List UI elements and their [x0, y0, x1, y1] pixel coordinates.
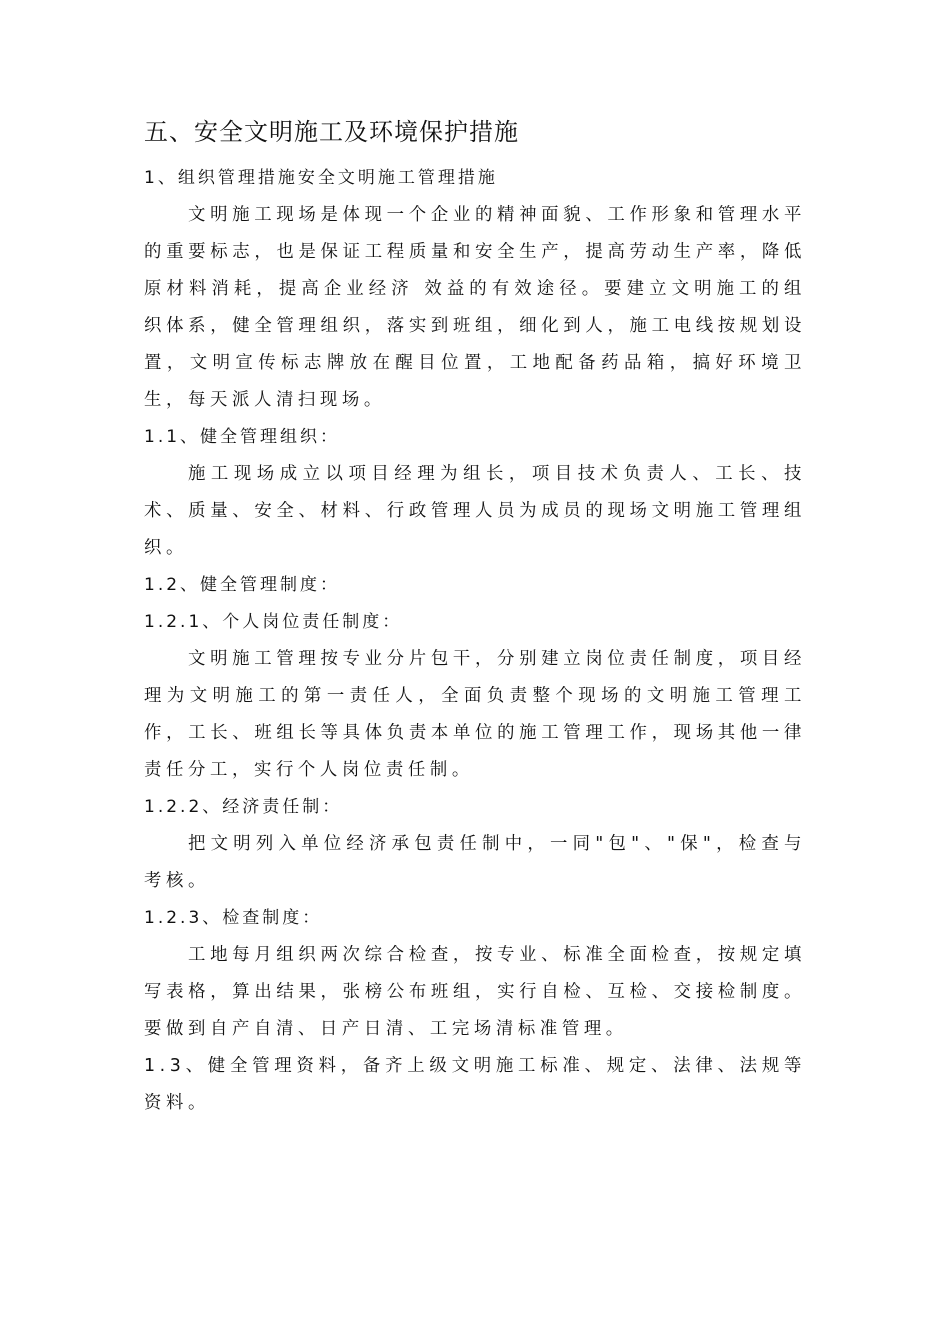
section-1-2-3-paragraph: 工地每月组织两次综合检查，按专业、标准全面检查，按规定填写表格，算出结果，张榜公布班组，实行自检、互检、交接检制度。要做到自产自清、日产日清、工完场清标准管理。 — [144, 945, 806, 1039]
section-1-2-1-heading: 1.2.1、个人岗位责任制度： — [144, 612, 403, 632]
section-1-heading: 1、组织管理措施安全文明施工管理措施 — [144, 168, 498, 188]
section-1-paragraph: 文明施工现场是体现一个企业的精神面貌、工作形象和管理水平的重要标志，也是保证工程质量和安全生产，提高劳动生产率，降低原材料消耗，提高企业经济 效益的有效途径。要建立文明施工的组织体系，健全管理组织，落实到班组，细化到人，施工电线按规划设置，文明宣传标志牌放在醒目位置，工地配备药品箱，搞好环境卫生，每天派人清扫现场。 — [144, 205, 806, 410]
section-1-1-heading: 1.1、健全管理组织： — [144, 427, 341, 447]
document-page — [144, 110, 806, 1122]
section-1-1-paragraph: 施工现场成立以项目经理为组长，项目技术负责人、工长、技术、质量、安全、材料、行政管理人员为成员的现场文明施工管理组织。 — [144, 464, 806, 558]
section-1-2-2-heading: 1.2.2、经济责任制： — [144, 797, 343, 817]
document-title: 五、安全文明施工及环境保护措施 — [144, 118, 519, 146]
section-1-3-text: 1.3、健全管理资料，备齐上级文明施工标准、规定、法律、法规等资料。 — [144, 1056, 806, 1113]
section-1-2-2-paragraph: 把文明列入单位经济承包责任制中，一同"包"、"保"，检查与考核。 — [144, 834, 806, 891]
section-1-2-3-heading: 1.2.3、检查制度： — [144, 908, 323, 928]
section-1-2-1-paragraph: 文明施工管理按专业分片包干，分别建立岗位责任制度，项目经理为文明施工的第一责任人，全面负责整个现场的文明施工管理工作，工长、班组长等具体负责本单位的施工管理工作，现场其他一律责任分工，实行个人岗位责任制。 — [144, 649, 806, 780]
section-1-2-heading: 1.2、健全管理制度： — [144, 575, 341, 595]
